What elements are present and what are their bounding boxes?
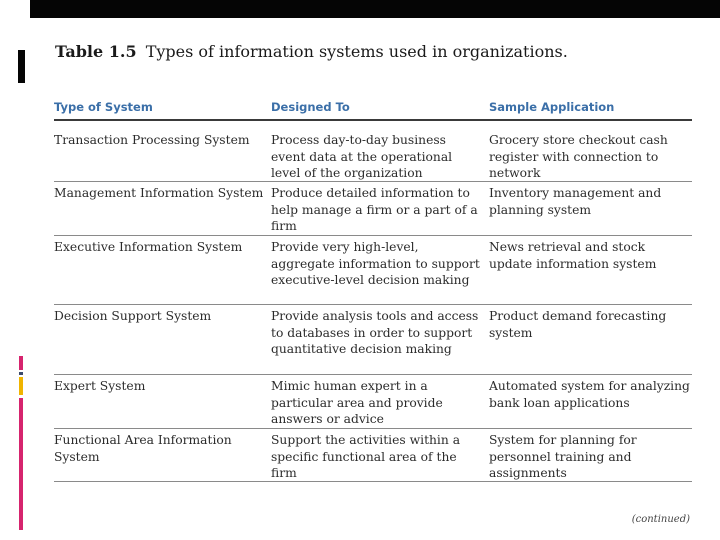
table-title xyxy=(55,42,568,61)
top-black-bar xyxy=(30,0,720,18)
accent-bar-pink-top xyxy=(19,356,23,370)
cell-system-type: Expert System xyxy=(54,379,146,393)
accent-bar-pink-bottom xyxy=(19,398,23,530)
cell-designed-to: Provide very high-level, aggregate information to support executive-level decision making xyxy=(271,240,480,288)
cell-designed-to: Support the activities within a specific functional area of the firm xyxy=(271,433,461,481)
cell-sample-application: System for planning for personnel training and assignments xyxy=(489,433,637,481)
table-header-row xyxy=(54,95,692,121)
header-type-of-system: Type of System xyxy=(54,100,153,114)
cell-designed-to: Process day-to-day business event data at the operational level of the organization xyxy=(271,133,453,181)
side-black-marker xyxy=(18,50,25,83)
cell-sample-application: Grocery store checkout cash register with connection to network xyxy=(489,133,668,181)
accent-bar-navy xyxy=(19,372,23,375)
cell-sample-application: Product demand forecasting system xyxy=(489,309,667,340)
cell-system-type: Functional Area Information System xyxy=(54,433,232,464)
header-designed-to: Designed To xyxy=(271,100,350,114)
table-caption: Types of information systems used in organizations. xyxy=(145,42,568,61)
cell-designed-to: Produce detailed information to help manage a firm or a part of a firm xyxy=(271,186,478,234)
cell-designed-to: Provide analysis tools and access to databases in order to support quantitative decision making xyxy=(271,309,479,357)
continued-note: (continued) xyxy=(631,514,690,525)
table-number: Table 1.5 xyxy=(55,42,137,61)
table-row xyxy=(54,182,692,236)
cell-system-type: Transaction Processing System xyxy=(54,133,250,147)
header-sample-application: Sample Application xyxy=(489,100,615,114)
table-row xyxy=(54,121,692,182)
cell-sample-application: Inventory management and planning system xyxy=(489,186,662,217)
accent-bar-yellow xyxy=(19,377,23,395)
table-row xyxy=(54,429,692,482)
cell-system-type: Decision Support System xyxy=(54,309,212,323)
table-row xyxy=(54,236,692,305)
cell-sample-application: News retrieval and stock update information system xyxy=(489,240,657,271)
cell-designed-to: Mimic human expert in a particular area and provide answers or advice xyxy=(271,379,443,427)
cell-system-type: Management Information System xyxy=(54,186,264,200)
info-systems-table xyxy=(54,95,692,482)
table-row xyxy=(54,375,692,429)
cell-system-type: Executive Information System xyxy=(54,240,243,254)
table-row xyxy=(54,305,692,375)
cell-sample-application: Automated system for analyzing bank loan applications xyxy=(489,379,690,410)
